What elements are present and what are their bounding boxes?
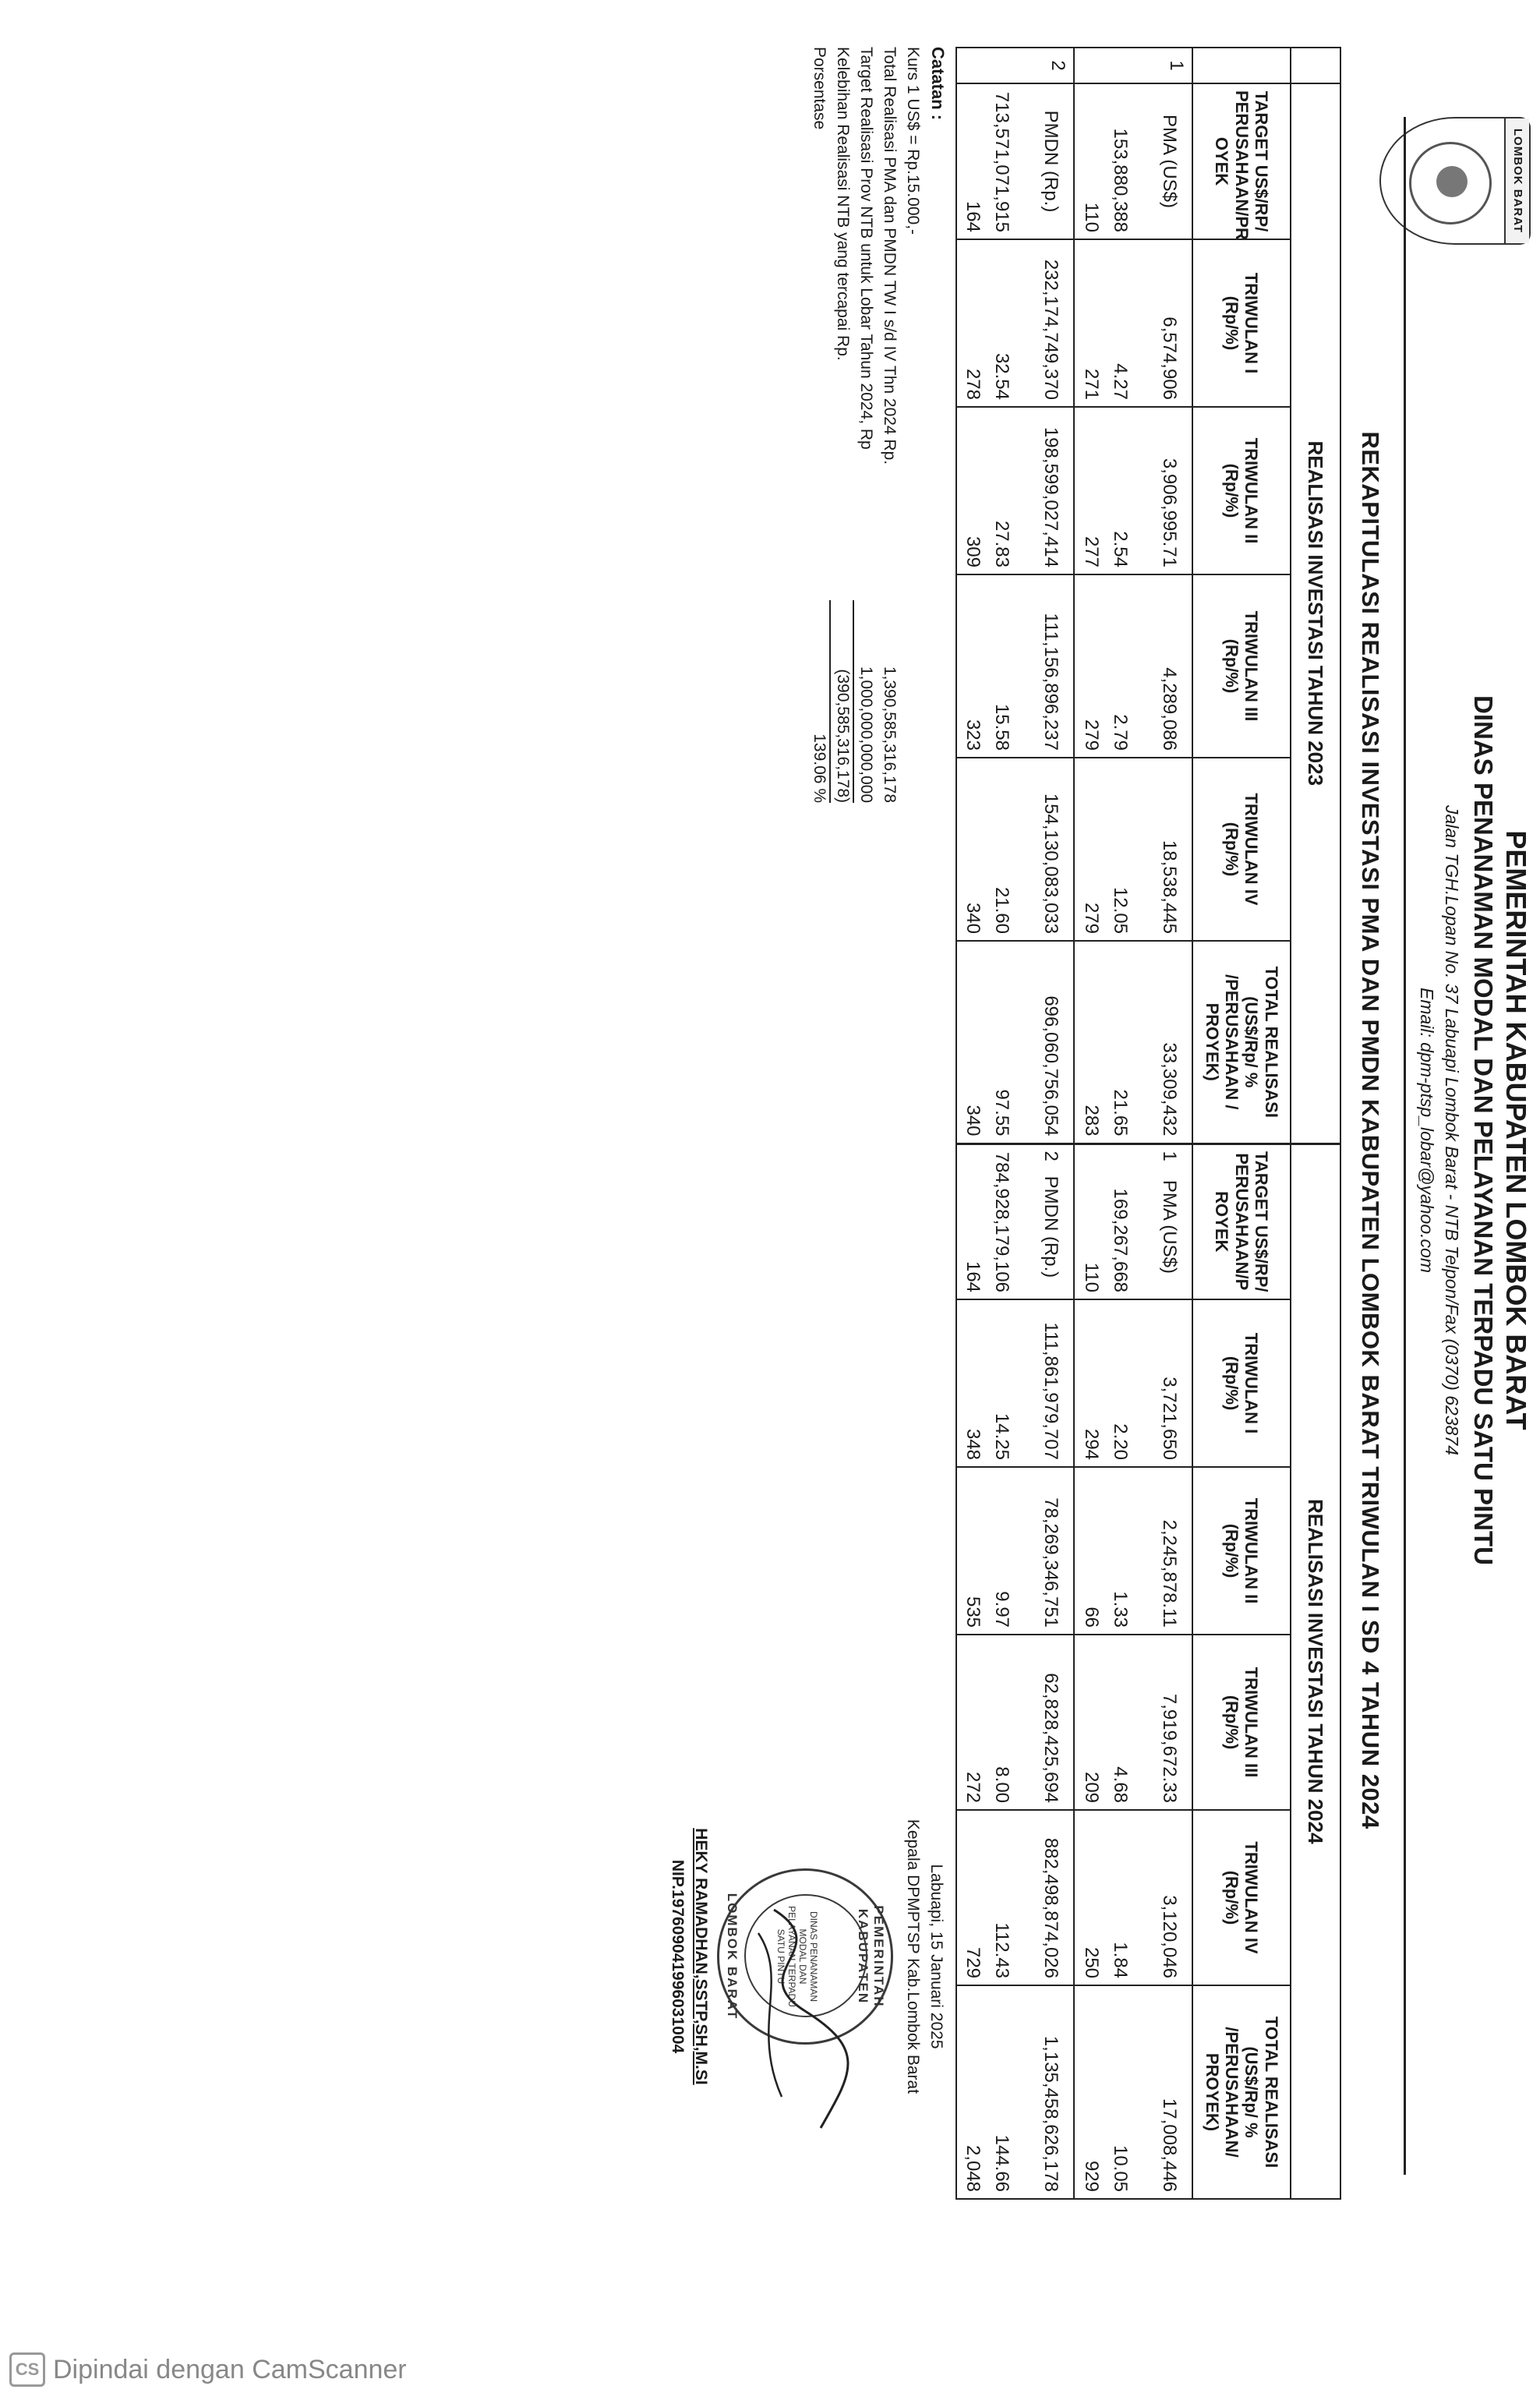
note-line: [854, 47, 878, 826]
count: 294: [1080, 1428, 1102, 1461]
row-number: 1: [1159, 1151, 1180, 1161]
signature-block: [666, 1715, 948, 2198]
value: 154,130,083,033: [1040, 793, 1062, 934]
note-label: Porsentase: [811, 47, 828, 130]
stamp-text-bottom: LOMBOK BARAT: [725, 1893, 740, 2020]
percent: 112.43: [991, 1922, 1013, 1979]
target-value: 169,267,668: [1109, 1188, 1131, 1293]
agency-address: Jalan TGH.Lopan No. 37 Labuapi Lombok Barat - NTB Telpon/Fax (0370) 623874: [1442, 804, 1462, 1456]
percent: 14.25: [991, 1412, 1013, 1461]
percent: 97.55: [991, 1089, 1013, 1136]
value: 17,008,446: [1159, 2098, 1180, 2193]
count: 340: [962, 902, 984, 934]
official-stamp-icon: [717, 1868, 893, 2045]
target-header-2024: TARGET US$/RP/ PERUSAHAAN/P ROYEK: [1192, 1143, 1291, 1299]
tw4-cell: [1074, 1810, 1192, 1985]
value: 882,498,874,026: [1040, 1837, 1062, 1979]
target-label-row: [1155, 1151, 1184, 1293]
table-row: [1074, 48, 1192, 2199]
tw1-header-2024: TRIWULAN I (Rp/%): [1192, 1299, 1291, 1467]
value: 198,599,027,414: [1040, 426, 1062, 567]
note-value: 139.06 %: [811, 733, 828, 803]
tw4-header-2024: TRIWULAN IV (Rp/%): [1192, 1810, 1291, 1985]
value: 33,309,432: [1159, 1042, 1180, 1136]
count: 66: [1080, 1607, 1102, 1628]
percent: 2.20: [1109, 1423, 1131, 1461]
tw2-header-2023: TRIWULAN II (Rp/%): [1192, 407, 1291, 574]
scanner-watermark: [9, 2352, 407, 2387]
investment-table: [955, 47, 1341, 2200]
target-cell: [1074, 1143, 1192, 1299]
note-line: [901, 47, 924, 826]
value: 62,828,425,694: [1040, 1673, 1062, 1804]
target-value: 713,571,071,915: [991, 91, 1013, 232]
value: 3,906,995.71: [1159, 458, 1180, 567]
target-count: 164: [962, 200, 984, 232]
no-subheader: [1192, 48, 1291, 83]
value: 1,135,458,626,178: [1040, 2035, 1062, 2193]
count: 348: [962, 1428, 984, 1461]
count: 535: [962, 1596, 984, 1628]
count: 309: [962, 536, 984, 567]
row-number: 1: [1074, 48, 1192, 83]
percent: 12.05: [1109, 886, 1131, 934]
logo-text: LOMBOK BARAT: [1504, 118, 1529, 243]
count: 278: [962, 368, 984, 400]
note-line: [831, 47, 854, 826]
value: 18,538,445: [1159, 839, 1180, 934]
value: 2,245,878.11: [1159, 1519, 1180, 1628]
table-row: [956, 48, 1075, 2199]
signatory-role: Kepala DPMPTSP Kab.Lombok Barat: [904, 1819, 922, 2094]
target-value: 784,928,179,106: [991, 1151, 1013, 1293]
total-header-2023: TOTAL REALISASI (US$/Rp/ % /PERUSAHAAN / PROYEK): [1192, 941, 1291, 1143]
stamp-text-top: PEMERINTAH KABUPATEN: [856, 1905, 886, 2008]
note-line: [878, 47, 901, 826]
signatory-nip: NIP.197609041996031004: [669, 1859, 687, 2054]
no-header: [1291, 48, 1340, 83]
percent: 144.66: [991, 2134, 1013, 2193]
value: 3,120,046: [1159, 1895, 1180, 1979]
percent: 21.60: [991, 886, 1013, 934]
tw1-cell: [956, 1299, 1075, 1467]
tw3-cell: [1074, 1635, 1192, 1810]
value: 111,156,896,237: [1040, 613, 1062, 751]
signatory-name: HEKY RAMADHAN,SSTP,SH,M.SI: [692, 1828, 710, 2085]
tw4-cell: [956, 1810, 1075, 1985]
document-title: REKAPITULASI REALISASI INVESTASI PMA DAN PMDN KABUPATEN LOMBOK BARAT TRIWULAN I SD 4 TAHUN 2024: [1357, 431, 1384, 1829]
count: 283: [1080, 1105, 1102, 1136]
count: 323: [962, 719, 984, 751]
row-number: 2: [1040, 1151, 1062, 1161]
tw4-header-2023: TRIWULAN IV (Rp/%): [1192, 758, 1291, 941]
percent: 1.84: [1109, 1942, 1131, 1979]
count: 279: [1080, 902, 1102, 934]
percent: 10.05: [1109, 2144, 1131, 2193]
note-value: 1,000,000,000,000: [853, 600, 878, 803]
value: 78,269,346,751: [1040, 1497, 1062, 1628]
note-line: [807, 47, 831, 826]
target-label: PMDN (Rp.): [1040, 1175, 1062, 1278]
percent: 15.58: [991, 703, 1013, 751]
tw1-cell: [1074, 1299, 1192, 1467]
total-cell: [1074, 941, 1192, 1143]
value: 4,289,086: [1159, 667, 1180, 751]
percent: 4.27: [1109, 363, 1131, 400]
total-cell: [956, 941, 1075, 1143]
tw3-header-2024: TRIWULAN III (Rp/%): [1192, 1635, 1291, 1810]
stamp-text-center: DINAS PENANAMAN MODAL DAN PELAYANAN TERPADU SATU PINTU: [775, 1906, 819, 2007]
target-cell: [1074, 83, 1192, 239]
count: 271: [1080, 368, 1102, 400]
tw3-cell: [1074, 574, 1192, 758]
tw4-cell: [956, 758, 1075, 941]
total-cell: [956, 1985, 1075, 2199]
notes-caption: Catatan :: [928, 47, 948, 121]
note-label: Target Realisasi Prov NTB untuk Lobar Tahun 2024, Rp: [857, 47, 875, 450]
total-header-2024: TOTAL REALISASI (US$/Rp/ % /PERUSAHAAN/ PROYEK): [1192, 1985, 1291, 2199]
target-count: 110: [1080, 1262, 1102, 1293]
target-cell: [956, 83, 1075, 239]
note-label: Kelebihan Realisasi NTB yang tercapai Rp.: [834, 47, 852, 361]
place-date: Labuapi, 15 Januari 2025: [927, 1864, 945, 2049]
agency-email: Email: dpm-ptsp_lobar@yahoo.com: [1417, 988, 1437, 1273]
notes-section: [807, 47, 948, 826]
tw2-header-2024: TRIWULAN II (Rp/%): [1192, 1467, 1291, 1635]
camscanner-icon: CS: [9, 2352, 45, 2387]
handwritten-signature-icon: [735, 1902, 867, 2136]
tw1-header-2023: TRIWULAN I (Rp/%): [1192, 239, 1291, 407]
count: 250: [1080, 1946, 1102, 1979]
percent: 2.54: [1109, 531, 1131, 567]
count: 340: [962, 1105, 984, 1136]
year-2023-header: REALISASI INVESTASI TAHUN 2023: [1291, 83, 1340, 1143]
percent: 4.68: [1109, 1766, 1131, 1804]
percent: 9.97: [991, 1591, 1013, 1628]
value: 111,861,979,707: [1040, 1322, 1062, 1461]
year-2024-header: REALISASI INVESTASI TAHUN 2024: [1291, 1143, 1340, 2199]
percent: 32.54: [991, 352, 1013, 400]
count: 277: [1080, 536, 1102, 567]
percent: 21.65: [1109, 1089, 1131, 1136]
value: 3,721,650: [1159, 1377, 1180, 1461]
percent: 27.83: [991, 520, 1013, 567]
count: 729: [962, 1946, 984, 1979]
target-label: PMA (US$): [1159, 1179, 1180, 1274]
government-name: PEMERINTAH KABUPATEN LOMBOK BARAT: [1500, 830, 1532, 1430]
tw3-cell: [956, 574, 1075, 758]
value: 6,574,906: [1159, 316, 1180, 400]
tw2-cell: [1074, 1467, 1192, 1635]
tw3-header-2023: TRIWULAN III (Rp/%): [1192, 574, 1291, 758]
row-number: 2: [956, 48, 1075, 83]
target-count: 110: [1080, 202, 1102, 232]
tw1-cell: [1074, 239, 1192, 407]
count: 929: [1080, 2160, 1102, 2193]
count: 272: [962, 1771, 984, 1804]
note-label: Kurs 1 US$ = Rp.15.000,-: [904, 47, 922, 235]
note-label: Total Realisasi PMA dan PMDN TW I s/d IV Thn 2024 Rp.: [881, 47, 899, 465]
count: 279: [1080, 719, 1102, 751]
tw2-cell: [1074, 407, 1192, 574]
tw4-cell: [1074, 758, 1192, 941]
percent: 1.33: [1109, 1591, 1131, 1628]
target-count: 164: [962, 1260, 984, 1293]
total-cell: [1074, 1985, 1192, 2199]
target-label: PMA (US$): [1159, 114, 1180, 209]
tw3-cell: [956, 1635, 1075, 1810]
count: 209: [1080, 1771, 1102, 1804]
value: 696,060,756,054: [1040, 995, 1062, 1136]
percent: 2.79: [1109, 714, 1131, 751]
value: 232,174,749,370: [1040, 259, 1062, 400]
target-label: PMDN (Rp.): [1040, 110, 1062, 213]
tw1-cell: [956, 239, 1075, 407]
percent: 8.00: [991, 1766, 1013, 1804]
target-value: 153,880,388: [1109, 128, 1131, 232]
value: 7,919,672.33: [1159, 1693, 1180, 1804]
target-cell: [956, 1143, 1075, 1299]
note-value: 1,390,585,316,178: [881, 666, 899, 803]
target-label-row: [1037, 1151, 1065, 1293]
note-value: (390,585,316,178): [829, 600, 854, 803]
target-header-2023: TARGET US$/RP/ PERUSAHAAN/PR OYEK: [1192, 83, 1291, 239]
count: 2,048: [962, 2144, 984, 2193]
watermark-text: Dipindai dengan CamScanner: [53, 2354, 407, 2384]
tw2-cell: [956, 1467, 1075, 1635]
agency-name: DINAS PENANAMAN MODAL DAN PELAYANAN TERPADU SATU PINTU: [1469, 695, 1498, 1565]
tw2-cell: [956, 407, 1075, 574]
header-divider: [1404, 117, 1406, 2175]
